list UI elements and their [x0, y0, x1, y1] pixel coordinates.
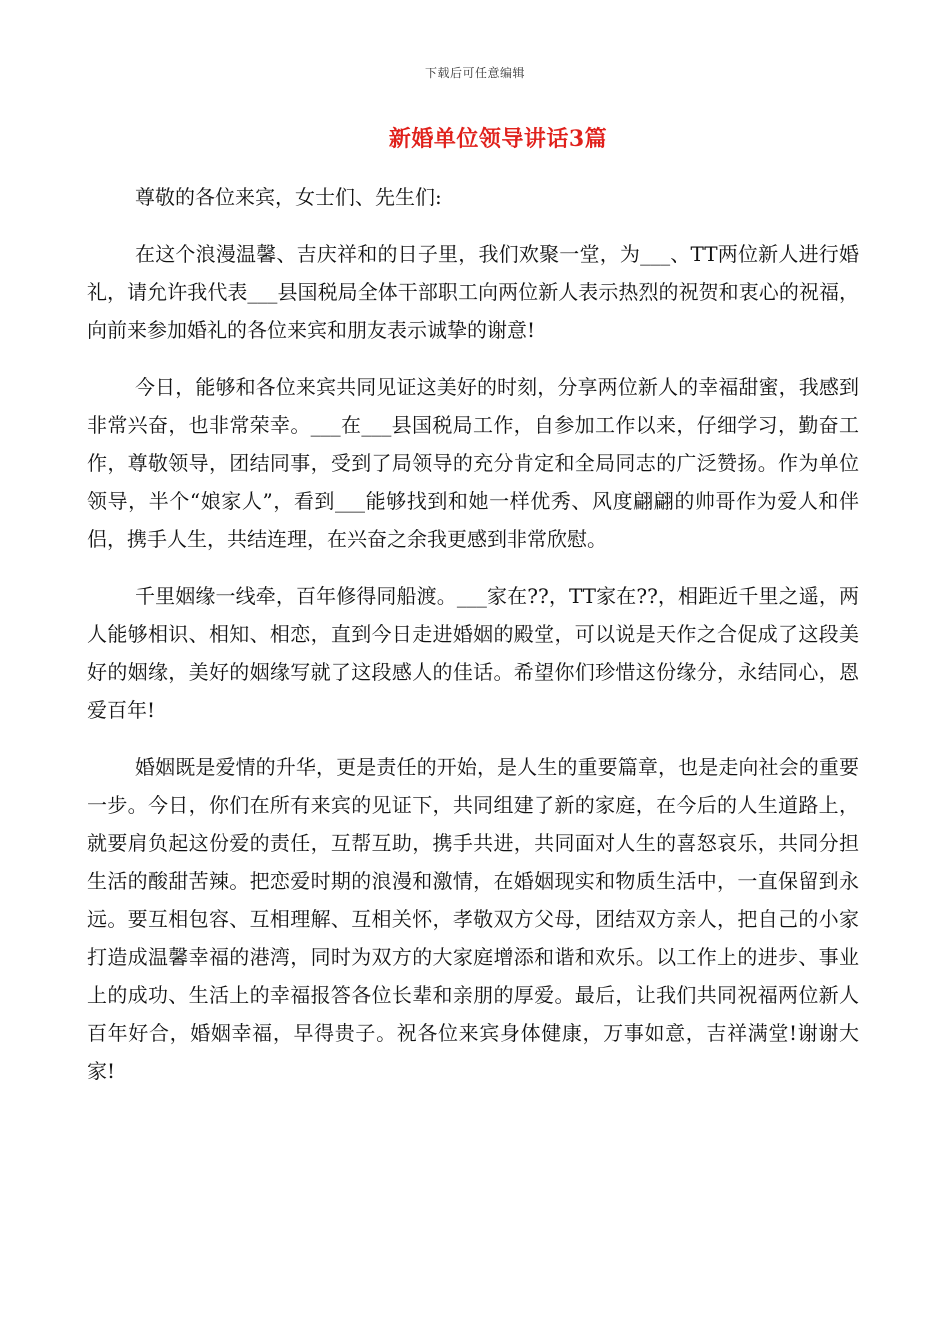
- document-body: [87, 178, 859, 1109]
- paragraph: 婚姻既是爱情的升华，更是责任的开始，是人生的重要篇章，也是走向社会的重要一步。今日，你们在所有来宾的见证下，共同组建了新的家庭，在今后的人生道路上，就要肩负起这份爱的责任，互帮互助，携手共进，共同面对人生的喜怒哀乐，共同分担生活的酸甜苦辣。把恋爱时期的浪漫和激情，在婚姻现实和物质生活中，一直保留到永远。要互相包容、互相理解、互相关怀，孝敬双方父母，团结双方亲人，把自己的小家打造成温馨幸福的港湾，同时为双方的大家庭增添和谐和欢乐。以工作上的进步、事业上的成功、生活上的幸福报答各位长辈和亲朋的厚爱。最后，让我们共同祝福两位新人百年好合，婚姻幸福，早得贵子。祝各位来宾身体健康，万事如意，吉祥满堂!谢谢大家!: [87, 755, 859, 1083]
- header-note: 下载后可任意编辑: [424, 66, 525, 80]
- greeting: 尊敬的各位来宾，女士们、先生们:: [135, 185, 442, 209]
- document-title: 新婚单位领导讲话3篇: [388, 126, 608, 152]
- paragraph: 在这个浪漫温馨、吉庆祥和的日子里，我们欢聚一堂，为___、TT两位新人进行婚礼，请允许我代表___县国税局全体干部职工向两位新人表示热烈的祝贺和衷心的祝福，向前来参加婚礼的各位来宾和朋友表示诚挚的谢意!: [87, 242, 859, 342]
- paragraph: 今日，能够和各位来宾共同见证这美好的时刻，分享两位新人的幸福甜蜜，我感到非常兴奋，也非常荣幸。___在___县国税局工作，自参加工作以来，仔细学习，勤奋工作，尊敬领导，团结同事，受到了局领导的充分肯定和全局同志的广泛赞扬。作为单位领导，半个“娘家人”，看到___能够找到和她一样优秀、风度翩翩的帅哥作为爱人和伴侣，携手人生，共结连理，在兴奋之余我更感到非常欣慰。: [87, 375, 859, 551]
- paragraph: 千里姻缘一线牵，百年修得同船渡。___家在??，TT家在??，相距近千里之遥，两人能够相识、相知、相恋，直到今日走进婚姻的殿堂，可以说是天作之合促成了这段美好的姻缘，美好的姻缘写就了这段感人的佳话。希望你们珍惜这份缘分，永结同心，恩爱百年!: [87, 584, 859, 722]
